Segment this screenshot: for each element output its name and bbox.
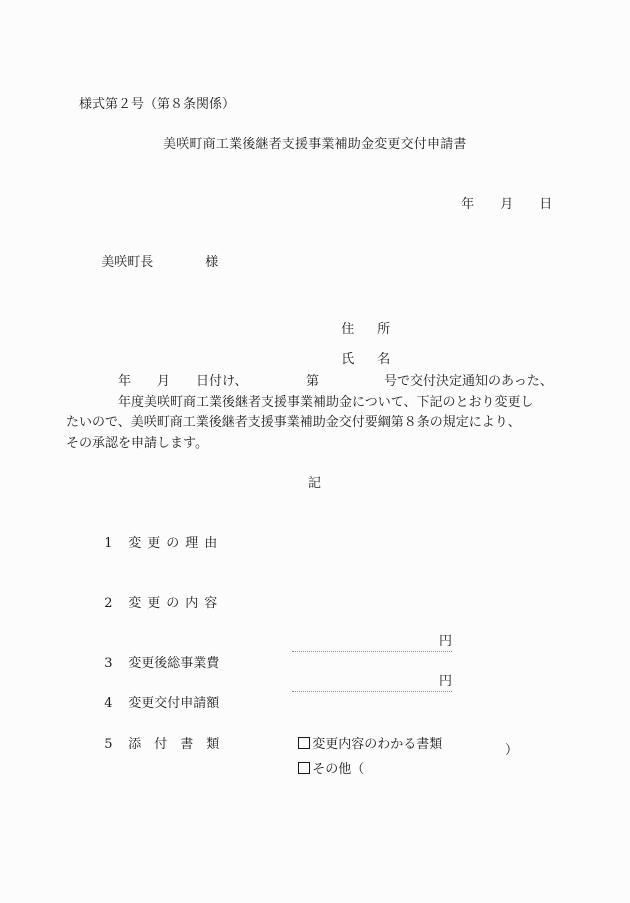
- body-line-3: たいので、美咲町商工業後継者支援事業補助金交付要綱第８条の規定により、: [66, 415, 521, 430]
- item-reason: [96, 515, 223, 553]
- document-title: 美咲町商工業後継者支援事業補助金変更交付申請書: [163, 137, 467, 152]
- yen-unit: 円: [438, 634, 452, 649]
- body-line-4: その承認を申請します。: [66, 435, 208, 451]
- item-grant-amount: [96, 675, 219, 713]
- attachment-option-1-label: 変更内容のわかる書類: [312, 737, 443, 752]
- item-content: [96, 575, 223, 613]
- year-label: 年: [461, 197, 475, 212]
- dotted-line: [292, 651, 452, 652]
- item-label: 添付書類: [128, 737, 233, 752]
- item-total-cost: [96, 635, 219, 673]
- applicant-name: [333, 331, 390, 369]
- address-label-2: 所: [377, 322, 391, 337]
- item-attachments: [96, 716, 232, 754]
- month-label: 月: [500, 197, 514, 212]
- item-number: 5: [104, 737, 113, 752]
- body-paragraph: [66, 372, 566, 454]
- item-label: 変更交付申請額: [128, 696, 220, 711]
- attachment-option-2-label: その他（: [312, 762, 365, 777]
- addressee: [93, 234, 218, 272]
- day-label: 日: [539, 197, 553, 212]
- item-number: 3: [104, 656, 113, 671]
- body-line-2: 年度美咲町商工業後継者支援事業補助金について、下記のとおり変更し: [118, 394, 534, 410]
- attachment-option-2[interactable]: [290, 741, 364, 779]
- item-number: 2: [104, 596, 113, 611]
- ki-heading: 記: [308, 476, 322, 491]
- date-field: [453, 176, 552, 214]
- item-number: 1: [104, 536, 113, 551]
- name-label-2: 名: [377, 352, 391, 367]
- yen-unit: 円: [438, 674, 452, 689]
- dotted-line: [292, 691, 452, 692]
- item-label: 変更後総事業費: [128, 656, 220, 671]
- form-number: 様式第２号（第８条関係）: [79, 97, 236, 112]
- item-label: 変更の理由: [128, 536, 224, 551]
- total-cost-field[interactable]: [292, 634, 452, 652]
- close-paren: ）: [505, 743, 519, 758]
- address-label-1: 住: [341, 322, 355, 337]
- body-line-1: 年 月 日付け、 第 号で交付決定通知のあった、: [118, 374, 553, 389]
- grant-amount-field[interactable]: [292, 674, 452, 692]
- item-number: 4: [104, 696, 113, 711]
- addressee-honorific: 様: [205, 255, 219, 270]
- checkbox-icon[interactable]: [298, 762, 310, 774]
- name-label-1: 氏: [341, 352, 355, 367]
- item-label: 変更の内容: [128, 596, 224, 611]
- addressee-name: 美咲町長: [101, 255, 154, 270]
